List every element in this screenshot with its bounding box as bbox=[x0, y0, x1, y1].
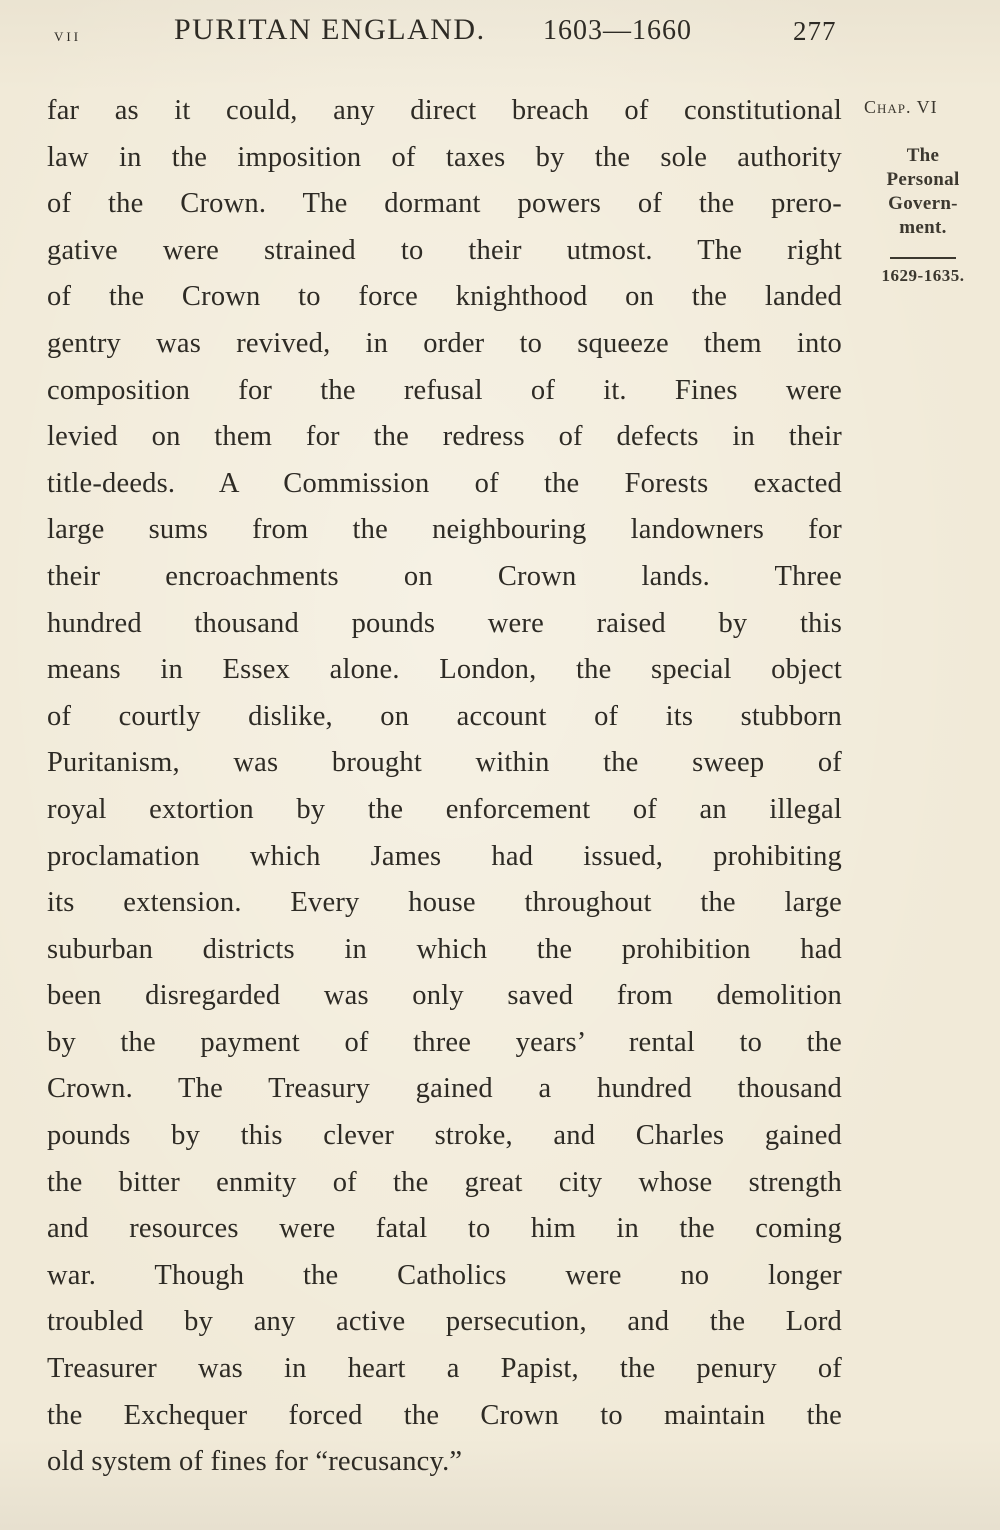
body-line: royal extortion by the enforcement of an illegal bbox=[47, 793, 842, 825]
body-line: gentry was revived, in order to squeeze them into bbox=[47, 327, 842, 359]
header-page-number: 277 bbox=[793, 16, 837, 46]
body-line: been disregarded was only saved from demolition bbox=[47, 980, 842, 1012]
margin-date-range: 1629-1635. bbox=[881, 266, 965, 285]
body-line: hundred thousand pounds were raised by this bbox=[47, 607, 842, 639]
body-line: levied on them for the redress of defects in their bbox=[47, 421, 842, 453]
body-line: troubled by any active persecution, and the Lord bbox=[47, 1306, 842, 1338]
body-line: far as it could, any direct breach of constitutional bbox=[47, 95, 842, 126]
body-line: law in the imposition of taxes by the sole authority bbox=[47, 141, 842, 173]
body-line: proclamation which James had issued, prohibiting bbox=[47, 840, 842, 872]
margin-note-line: Govern- bbox=[888, 193, 958, 214]
margin-note-line: The bbox=[906, 145, 940, 166]
body-line: of the Crown. The dormant powers of the prero- bbox=[47, 188, 842, 220]
body-line: its extension. Every house throughout the large bbox=[47, 887, 842, 919]
margin-side-note bbox=[852, 144, 994, 240]
body-line: large sums from the neighbouring landowners for bbox=[47, 514, 842, 546]
margin-note-line: Personal bbox=[886, 169, 960, 190]
body-line: gative were strained to their utmost. The right bbox=[47, 234, 842, 266]
body-line: of courtly dislike, on account of its stubborn bbox=[47, 700, 842, 732]
body-line: Crown. The Treasury gained a hundred thousand bbox=[47, 1073, 842, 1105]
header-running-title: PURITAN ENGLAND. bbox=[174, 13, 486, 46]
body-line: pounds by this clever stroke, and Charles gained bbox=[47, 1120, 842, 1152]
body-text bbox=[47, 88, 842, 1486]
margin-note-line: ment. bbox=[899, 217, 947, 238]
body-line: means in Essex alone. London, the special object bbox=[47, 654, 842, 686]
header-chapter-numeral: vii bbox=[54, 25, 82, 46]
body-line: the bitter enmity of the great city whose strength bbox=[47, 1166, 842, 1198]
body-line: suburban districts in which the prohibition had bbox=[47, 933, 842, 965]
body-line: of the Crown to force knighthood on the landed bbox=[47, 281, 842, 313]
body-line: composition for the refusal of it. Fines were bbox=[47, 374, 842, 406]
body-line: Treasurer was in heart a Papist, the penury of bbox=[47, 1353, 842, 1385]
margin-divider bbox=[890, 257, 956, 259]
body-line: Puritanism, was brought within the sweep of bbox=[47, 747, 842, 779]
body-line: and resources were fatal to him in the coming bbox=[47, 1213, 842, 1245]
header-date-range: 1603—1660 bbox=[543, 15, 692, 46]
page-header bbox=[0, 0, 1000, 70]
body-line: title-deeds. A Commission of the Forests exacted bbox=[47, 467, 842, 499]
body-line: old system of fines for “recusancy.” bbox=[47, 1446, 463, 1478]
margin-chapter-label: Chap. VI bbox=[864, 97, 938, 117]
body-line: the Exchequer forced the Crown to maintain the bbox=[47, 1399, 842, 1431]
body-line: by the payment of three years’ rental to the bbox=[47, 1026, 842, 1058]
body-line: war. Though the Catholics were no longer bbox=[47, 1259, 842, 1291]
body-line: their encroachments on Crown lands. Three bbox=[47, 560, 842, 592]
